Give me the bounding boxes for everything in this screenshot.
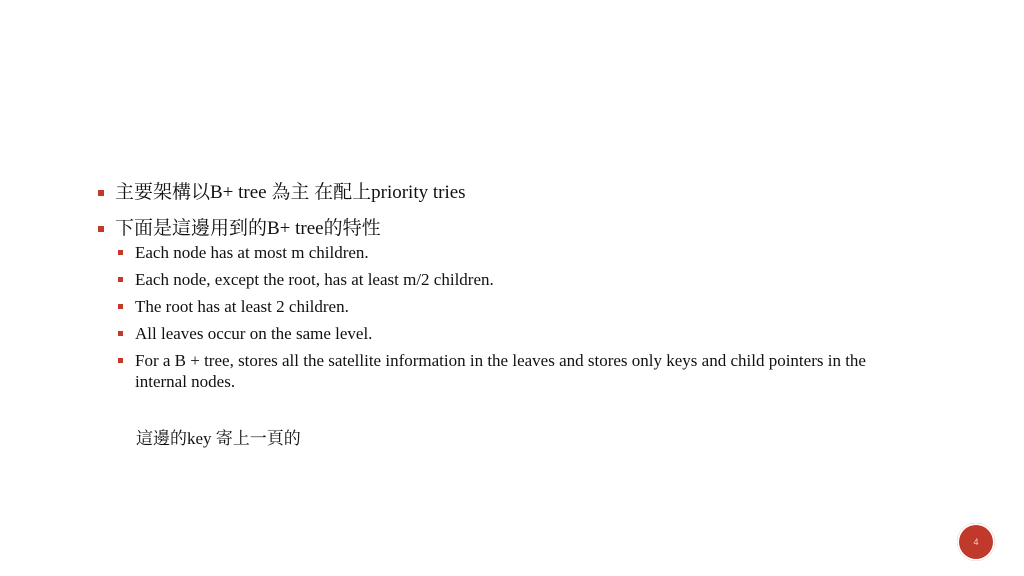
slide-number-badge: 4 [957, 523, 995, 561]
square-bullet-icon [118, 358, 123, 363]
slide-content [98, 180, 918, 398]
sub-bullet-min-children [118, 269, 918, 290]
property-sub-list [118, 242, 918, 392]
sub-bullet-text: Each node, except the root, has at least m/2 children. [135, 270, 494, 289]
key-note: 這邊的key 寄上一頁的 [136, 429, 301, 448]
sub-bullet-satellite-info [118, 350, 918, 392]
square-bullet-icon [118, 331, 123, 336]
sub-bullet-text: The root has at least 2 children. [135, 297, 349, 316]
bullet-text: 下面是這邊用到的B+ tree的特性 [115, 218, 381, 239]
bullet-text: 主要架構以B+ tree 為主 在配上priority tries [115, 182, 466, 203]
square-bullet-icon [98, 226, 104, 232]
square-bullet-icon [118, 250, 123, 255]
bullet-bplus-properties [98, 216, 918, 242]
sub-bullet-text: For a B + tree, stores all the satellite information in the leaves and stores only keys and child pointers in the internal nodes. [135, 351, 866, 391]
sub-bullet-text: Each node has at most m children. [135, 243, 369, 262]
bullet-main-structure [98, 180, 918, 206]
bullet-list [98, 180, 918, 242]
square-bullet-icon [118, 304, 123, 309]
square-bullet-icon [98, 190, 104, 196]
sub-bullet-text: All leaves occur on the same level. [135, 324, 373, 343]
sub-bullet-leaves-level [118, 323, 918, 344]
sub-bullet-root-children [118, 296, 918, 317]
square-bullet-icon [118, 277, 123, 282]
sub-bullet-max-children [118, 242, 918, 263]
